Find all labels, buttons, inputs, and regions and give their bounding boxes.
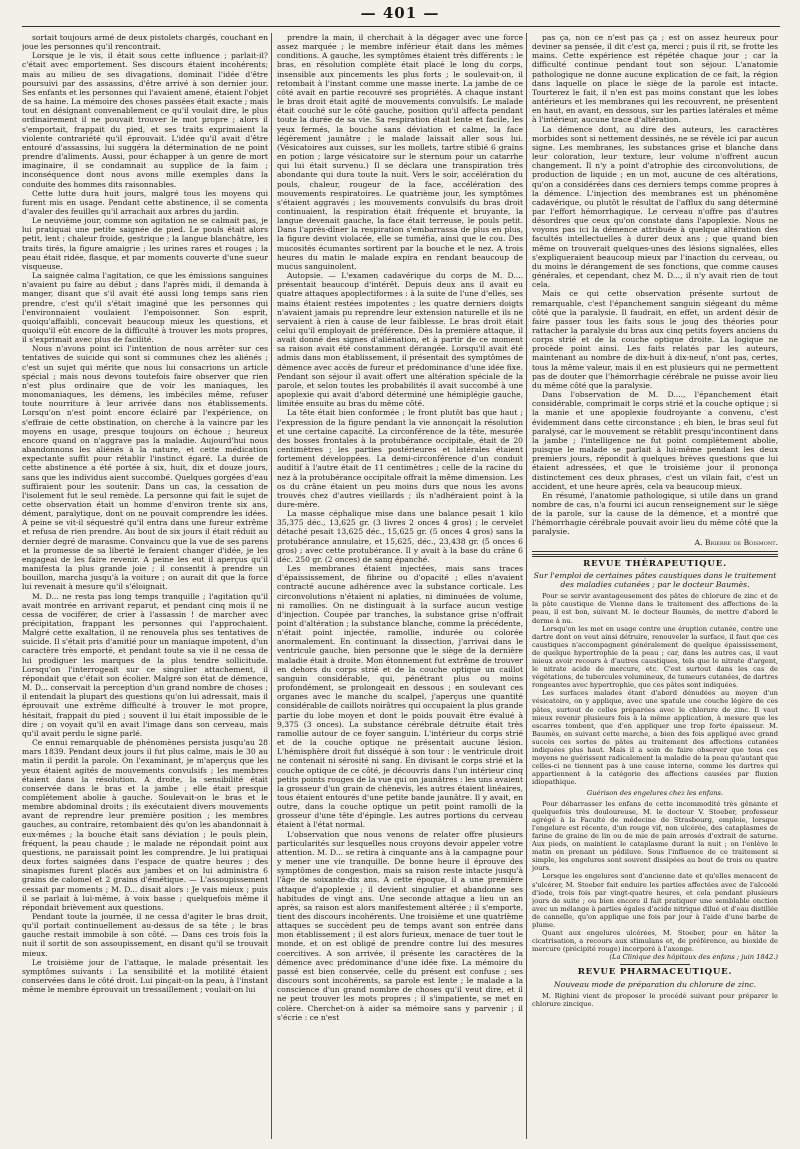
section-rule xyxy=(532,551,778,552)
paragraph: prendre la main, il cherchait à la dégager avec une force assez marquée ; le membre inférieur était dans les mêmes conditions. A gauche, les symptômes étaient très différents : le bras, en résolution complète était placé le long du corps, insensible aux pincements les plus forts ; le soulevait-on, il retombait à l'instant comme une masse inerte. La jambe de ce côté avait en partie recouvré ses propriétés. A chaque instant le bras droit était agité de mouvements convulsifs. Le malade était couché sur le côté gauche, position qu'il affecta pendant toute la durée de sa vie. Sa respiration était lente et facile, les yeux fermés, la bouche sans déviation et calme, la face légèrement jaunâtre ; le malade laissait aller sous lui. (Vésicatoires aux cuisses, sur les mollets, tartre stibié 6 grains en potion ; large vésicatoire sur le sternum pour un catarrhe qui lui était survenu.) Il se déclara une transpiration très abondante qui dura toute la nuit. Vers le soir, accélération du pouls, chaleur, rougeur de la face, accélération des mouvements respiratoires. Le quatrième jour, les symptômes s'étaient aggravés ; les mouvements convulsifs du bras droit continuaient, la respiration était fréquente et bruyante, la langue devenait gauche, la face était terreuse, le pouls petit. Dans l'après-dîner la respiration s'embarrassa de plus en plus, la figure devint violacée, elle se tuméfia, ainsi que le cou. Des mucosités écumantes sortirent par la bouche et le nez. A trois heures du matin le malade expira en rendant beaucoup de mucus sanguinolent. xyxy=(277,33,523,271)
paragraph: Le neuvième jour, comme son agitation ne se calmait pas, je lui pratiquai une petite saignée de pied. Le pouls était alors petit, lent ; chaleur froide, gestrique ; la langue blanchâtre, les traits tirés, la figure amaigrie ; les urines rares et rouges ; la peau était ridée, flasque, et par moments couverte d'une sueur visqueuse. xyxy=(22,216,268,271)
paragraph: La saignée calma l'agitation, ce que les émissions sanguines n'avaient pu faire au début ; dans l'après midi, il demanda à manger, disant que s'il avait été aussi long temps sans rien prendre, c'est qu'il s'était imaginé que les personnes qui l'environnaient voulaient l'empoisonner. Son esprit, quoiqu'affaibli, concevait beaucoup mieux les questions, et quoiqu'il eût encore de la difficulté à trouver les mots propres, il s'exprimait avec plus de facilité. xyxy=(22,271,268,345)
column-2 xyxy=(277,33,523,1139)
paragraph: Mais ce qui cette observation présente surtout de remarquable, c'est l'épanchement sanguin siégeant du même côté que la paralysie. Il faudrait, en effet, un ardent désir de faire passer tous les faits sous le joug des théories pour rattacher la paralysie du bras aux cinq petits foyers anciens du corps strié et de la couche optique droite. La logique ne procède point ainsi. Les faits relatés par les auteurs, maintenant au nombre de dix-huit à dix-neuf, n'ont pas, certes, tous la même valeur, mais il en est plusieurs qui ne permettent pas de douter que l'hémorrhagie cérébrale ne puisse avoir lieu du même côté que la paralysie. xyxy=(532,289,778,390)
paragraph: L'observation que nous venons de relater offre plusieurs particularités sur lesquelles nous croyons devoir appeler votre attention. M. D... se retira à cinquante ans à la campagne pour y mener une vie tranquille. De bonne heure il éprouve des symptômes de congestion, mais sa raison reste intacte jusqu'à l'âge de soixante-dix ans. A cette époque, il a une première attaque d'apoplexie ; il devient singulier et abandonne ses habitudes de vingt ans. Une seconde attaque a lieu un an après, sa raison est alors manifestement altérée ; il s'emporte, tient des discours incohérents. Une troisième et une quatrième attaques se succèdent peu de temps avant son entrée dans mon établissement ; il est alors furieux, menace de tuer tout le monde, et on est obligé de prendre contre lui des mesures coercitives. A son arrivée, il présente les caractères de la démence avec prédominance d'une idée fixe. La mémoire du passé est bien conservée, celle du présent est confuse ; ses discours sont incohérents, sa parole est lente ; le malade a la conscience d'un grand nombre de choses qu'il veut dire, et il ne peut trouver les mots propres ; il s'impatiente, se met en colère. Cherchet-on à aider sa mémoire sans y parvenir ; il s'écrie : ce n'est xyxy=(277,829,523,1022)
paragraph: La tête était bien conformée ; le front plutôt bas que haut ; l'expression de la figure pendant la vie annonçait la résolution et une certaine capacité. La circonférence de la tête, mesurée des bosses frontales à la protubérance occipitale, était de 20 centimètres ; les parties postérieures et latérales étaient fortement développées. La demi-circonférence d'un conduit auditif à l'autre était de 11 centimètres ; celle de la racine du nez à la protubérance occipitale offrait la même dimension. Les os du crâne étaient un peu moins durs que nous les avons trouvés chez d'autres vieillards ; ils n'adhéraient point à la dure-mère. xyxy=(277,408,523,509)
paragraph: pas ça, non ce n'est pas ça ; est on assez heureux pour deviner sa pensée, il dit c'est ça, merci ; puis il rit, se frotte les mains. Cette expérience est répétée chaque jour ; car la difficulté continue pendant tout son séjour. L'anatomie pathologique ne donne aucune explication de ce fait, la région dans laquelle on place le siège de la parole est intacte. Tourterez le fait, il n'en est pas moins constant que les lobes antérieurs et les membranes qui les recouvrent, ne présentent en haut, en avant, en dessous, sur les parties latérales et même à l'intérieur, aucune trace d'altération. xyxy=(532,33,778,125)
article-subtitle: Nouveau mode de préparation du chlorure de zinc. xyxy=(553,979,757,989)
column-divider xyxy=(271,33,272,1139)
paragraph: Le troisième jour de l'attaque, le malade présentait les symptômes suivants : La sensibilité et la motilité étaient conservées dans le côté droit. Lui pinçait-on la peau, à l'instant même le membre éprouvait un tressaillement ; voulait-on lui xyxy=(22,957,268,995)
paragraph: Pour débarrasser les enfans de cette incommodité très gênante et quelquefois très douloureuse, M. le docteur V. Stoeber, professeur agrégé à la Faculté de médecine de Strasbourg, emploie, lorsque l'engelure est récente, d'un rouge vif, non ulcérée, des cataplasmes de farine de graine de lin ou de mie de pain arrosés d'extrait de saturne. Aux pieds, on maintient le cataplasme durant la nuit ; on l'enlève le matin en prenant un pédiluve. Sous l'influence de ce traitement si simple, les engelures sont souvent dissipées au bout de trois ou quatre jours. xyxy=(532,799,778,873)
paragraph: En résumé, l'anatomie pathologique, si utile dans un grand nombre de cas, n'a fourni ici aucun renseignement sur le siège de la parole, sur la cause de la démence, et a montré que l'hémorrhagie cérébrale pouvait avoir lieu du même côté que la paralysie. xyxy=(532,490,778,537)
section-title-therapeutique: REVUE THÉRAPEUTIQUE. xyxy=(583,558,727,569)
paragraph: sortait toujours armé de deux pistolets chargés, couchant en joue les personnes qu'il rencontrait. xyxy=(22,33,268,52)
paragraph: Dans l'observation de M. D...., l'épanchement était considérable, comprimait le corps strié et la couche optique ; si la manie et une apoplexie foudroyante a convenu, c'est évidemment dans cette circonstance ; eh bien, le bras seul fut paralysé, car le mouvement se rétablit presqu'incontinent dans la jambe ; l'intelligence ne fut point complètement abolie, puisque le malade se parlait à lui-même pendant les deux premiers jours, répondit à quelques brèves questions que lui étaient adressées, et que le troisième jour il prononça distinctement ces deux phrases, c'est un vilain fait, c'est un accident, et une heure après, cela va beaucoup mieux. xyxy=(532,390,778,491)
column-1 xyxy=(22,33,268,1139)
section-rule xyxy=(620,964,690,965)
section-rule xyxy=(532,554,778,557)
paragraph: Quant aux engelures ulcérées, M. Stoeber, pour en hâter la cicatrisation, a recours aux stimulans et, de préférence, au bioxide de mercure (précipité rouge) incorporé à l'axonge. xyxy=(532,929,778,954)
paragraph: Les membranes étaient injectées, mais sans traces d'épaississement, de fibrine ou d'opacité ; elles n'avaient contracté aucune adhérence avec la substance corticale. Les circonvolutions n'étaient ni aplaties, ni diminuées de volume, ni ramollies. On ne distinguait à la surface aucun vestige d'injection. Coupée par tranches, la substance grise n'offrait point d'altération ; la substance blanche, comme la précédente, n'était point injectée, ramollie, indurée ou colorée anormalement. En continuant la dissection, j'arrivai dans le ventricule gauche, bien personne que le siège de la dernière maladie était à droite. Mon étonnement fut extrême de trouver en dehors du corps strié et de la couche optique un caillot sanguin considérable, qui, pénétrant plus ou moins profondément, se prolongeait en dessous ; en soulevant ces organes avec le manche du scalpel, j'aperçus une quantité considérable de caillots noirâtres qui occupaient la plus grande partie du lobe moyen et dont le poids pouvait être évalué à 9,375 (3 onces). La substance cérébrale détruite était très ramollie autour de ce foyer sanguin. L'intérieur du corps strié et de la couche optique ne présentait aucune lésion. L'hémisphère droit fut disséqué à son tour : le ventricule droit ne contenait ni sérosité ni sang. En divisant le corps strié et la couche optique de ce côté, je découvris dans l'un intérieur cinq petits points rouges de la vue qui on jaunâtres : les uns avaient la grosseur d'un grain de chènevis, les autres étaient linéaires, tous étaient entourés d'une petite bande jaunâtre. Il y avait, en outre, dans la couche optique un petit point ramolli de la grosseur d'une tête d'épingle. Les autres portions du cerveau étaient à l'état normal. xyxy=(277,564,523,830)
paragraph: M. Righini vient de proposer le procédé suivant pour préparer le chlorure zincique. xyxy=(532,991,778,1008)
header-rule xyxy=(22,26,780,27)
author-signature: A. Brierre de Boismont. xyxy=(694,537,778,547)
paragraph: Pendant toute la journée, il ne cessa d'agiter le bras droit, qu'il portait continuellement au-dessus de sa tête ; le bras gauche restait immobile à son côté. — Dans ces trois fois la nuit il sortit de son assoupissement, en disant qu'il se trouvait mieux. xyxy=(22,912,268,958)
paragraph: Lorsque les engelures sont d'ancienne date et qu'elles menacent de s'ulcérer, M. Stoeber fait enduire les parties affectées avec de l'alcoolé d'iode, trois fois par vingt-quatre heures, et cela pendant plusieurs jours de suite ; ou bien encore il fait pratiquer une semblable onction avec un mélange à parties égales d'acide nitrique dilué et d'eau distillée de cannelle, qu'on applique une fois par jour à l'aide d'une barbe de plume. xyxy=(532,872,778,929)
source-credit: (La Clinique des hôpitaux des enfans ; juin 1842.) xyxy=(609,953,778,962)
paragraph: Les surfaces malades étant d'abord dénudées au moyen d'un vésicatoire, on y applique, avec une spatule une couche légère de ces pâtes, surtout de celles préparées avec le chlorure de zinc. Il vaut mieux revenir plusieurs fois à la même application, à mesure que les escarres tombent, que d'en appliquer une trop forte épaisseur. M. Baumès, en suivant cette marche, a bien des fois appliqué avec grand succès ces sortes de pâtes au traitement des affections cutanées indiquées plus haut. Mais il a soin de faire observer que tous ces moyens ne guérissent radicalement la maladie de la peau qu'autant que celles-ci ne tiennent pas à une cause interne, comme les dartres qui appartiennent à la catégorie des affections causées par fluxion idiopathique. xyxy=(532,689,778,787)
paragraph: Nous n'avons point ici l'intention de nous arrêter sur ces tentatives de suicide qui sont si communes chez les aliénés ; c'est un sujet qui mérite que nous lui consacrions un article spécial ; mais nous devons toutefois faire observer que rien n'est plus ordinaire que de voir les maniaques, les monomaniaques, les démens, les imbéciles même, refuser toute nourriture à leur arrivée dans nos établissements. Lorsqu'on n'est point encore éclairé par l'expérience, on s'effraie de cette obstination, on cherche à la vaincre par les moyens en usage, presque toujours on échoue ; heureux encore quand on n'aggrave pas la maladie. Aujourd'hui nous abandonnons les aliénés à la nature, et cette médication expectante suffit pour rétablir l'instinct égaré. La durée de cette abstinence a été portée à six, huit, dix et douze jours, sans que les individus aient succombé. Quelques gorgées d'eau suffiraient pour les soutenir. Dans un cas, la cessation de l'isolement fut le seul remède. La personne qui fait le sujet de cette observation était un homme d'environ trente six ans, dément, paralytique, dont on ne pouvait comprendre les idées. A peine se vit-il séquestré qu'il entra dans une fureur extrême et refusa de rien prendre. Au bout de six jours il était réduit au dernier degré de marasme. Convaincu que la vue de ses parens et la promesse de sa liberté le feraient changer d'idée, je les engageai de les faire revenir. A peine les eut il aperçus qu'il manifesta la plus grande joie ; il consentit à prendre un bouillon, marcha jusqu'à la voiture ; on aurait dit que la force lui revenait à mesure qu'il s'éloignait. xyxy=(22,344,268,592)
page-number: — 401 — xyxy=(360,4,440,22)
paragraph: Pour se servir avantageusement des pâtes de chlorure de zinc et de la pâte caustique de Vienne dans le traitement des affections de la peau, il est bon, suivant M. le docteur Baumès, de mettre d'abord le derme à nu. xyxy=(532,592,778,625)
paragraph: Lorsque je le vis, il était sous cette influence ; parlait-il? c'était avec emportement. Ses discours étaient incohérents; mais au milieu de ses divagations, dominait l'idée d'être poursuivi par des assassins, d'être arrivé à son dernier jour. Ses enfants et les personnes qui l'avaient amené, étaient l'objet de sa haine. La mémoire des choses passées était exacte ; mais tout en désignant convenablement ce qu'il voulait dire, le plus ordinairement il ne pouvait trouver le mot propre ; alors il s'emportait, frappait du pied, et ses traits exprimaient la violente contrariété qu'il éprouvait. L'idée qu'il avait d'être entouré d'assassins, lui suggéra la détermination de ne point prendre d'aliments. Aussi, pour échapper à un genre de mort imaginaire, il se condamnait au supplice de la faim ; inconséquence dont nous avons mille exemples dans la conduite des hommes dits raisonnables. xyxy=(22,51,268,189)
paragraph: Lorsqu'on les met en usage contre une éruption cutanée, contre une dartre dont on veut ainsi détruire, renouveler la surface, il faut que ces caustiques n'accompagnent généralement de quelque épaississement, de quelque hypertrophie de la peau ; car, dans les autres cas, il vaut mieux avoir recours à d'autres caustiques, tels que le nitrate d'argent, le nitrate acide de mercure, etc. C'est surtout dans les cas de végétations, de tubercules volumineux, de tumeurs cutanées, de dartres rongeantes avec hypertrophie, que ces pâtes sont indiquées. xyxy=(532,624,778,690)
article-subtitle: Guérison des engelures chez les enfans. xyxy=(586,789,724,798)
paragraph: Autopsie. — L'examen cadavérique du corps de M. D.... présentait beaucoup d'intérêt. Depuis deux ans il avait eu quatre attaques apoplectiformes : à la suite de l'une d'elles, ses mains étaient restées impotentes ; les quatre derniers doigts n'avaient jamais pu reprendre leur extension naturelle et ils ne servaient à rien à cause de leur faiblesse. Le bras droit était celui qu'il employait de préférence. Dès la première attaque, il avait donné des signes d'aliénation, et à partir de ce moment sa raison avait été constamment dérangée. Lorsqu'il avait été admis dans mon établissement, il présentait des symptômes de démence avec accès de fureur et prédominance d'une idée fixe. Pendant son séjour il avait offert une altération spéciale de la parole, et selon toutes les probabilités il avait succombé à une apoplexie qui avait d'abord déterminé une hémiplégie gauche, limitée ensuite au bras du même côté. xyxy=(277,271,523,409)
column-divider xyxy=(526,33,527,1139)
paragraph: La masse céphalique mise dans une balance pesait 1 kilo 35,375 déc., 13,625 gr. (3 livres 2 onces 4 gros) ; le cervelet détaché pesait 13,625 déc., 15,625 gr. (5 onces 4 gros) sans la protubérance annulaire, et 15,625, déc., 23,438 gr. (5 onces 6 gros) ; avec cette protubérance. Il y avait à la base du crâne 6 déc. 250 gr. (2 onces) de sang épanché. xyxy=(277,509,523,564)
paragraph: Cette lutte dura huit jours, malgré tous les moyens qui furent mis en usage. Pendant cette abstinence, il se comenta d'avaler des feuilles qu'il arrachait aux arbres du jardin. xyxy=(22,188,268,216)
section-title-pharmaceutique: REVUE PHARMACEUTIQUE. xyxy=(577,967,733,978)
paragraph: Ce ennui remarquable de phénomènes persista jusqu'au 28 mars 1839. Pendant deux jours il fut plus calme, mais le 30 au matin il perdit la parole. On l'examinant, je m'aperçus que les yeux étaient agités de mouvements convulsifs ; les membres étaient dans la résolution. A droite, la sensibilité était conservée dans le bras et la jambe ; elle était presque complètement abolie à gauche. Soulevait-on le bras et le membre abdominal droits ; ils exécutaient divers mouvements avant de reprendre leur première position ; les membres gauches, au contraire, retombaient dès qu'on les abandonnait à eux-mêmes ; la bouche était sans déviation ; le pouls plein, fréquent, la peau chaude ; le malade ne répondait point aux questions, ne paraissait point les comprendre. Je lui pratiquai deux fortes saignées dans l'espace de quatre heures ; des sinapismes furent placés aux jambes et on lui administra 6 grains de calomel et 2 grains d'émétique. — L'assoupissement cessait par moments ; M. D... disait alors : Je vais mieux ; puis il se parlait à lui-même, à voix basse ; quelquefois même il répondait brièvement aux questions. xyxy=(22,738,268,912)
column-3 xyxy=(532,33,778,1139)
paragraph: La démence dont, au dire des auteurs, les caractères morbides sont si nettement dessinés, ne se révèle ici par aucun signe. Les membranes, les substances grise et blanche dans leur coloration, leur texture, leur volume n'offrent aucun changement. Il n'y a point d'atrophie des circonvolutions, de production de liquide ; en un mot, aucune de ces altérations, qu'on a considérées dans ces derniers temps comme propres à la démence. L'injection des membranes est un phénomène cadavérique, ou plutôt le résultat de l'afflux du sang déterminé par l'effort hémorrhagique. Le cerveau n'offre pas d'autres désordres que ceux qu'on constate dans l'apoplexie. Nous ne voyons pas ici la démence attribuée à quelque altération des facultés intellectuelles à durer deux ans ; que quand bien même on trouverait quelques-unes des lésions signalées, elles s'expliqueraient beaucoup mieux par l'inaction du cerveau, ou du moins le dérangement de ses fonctions, que comme causes générales, et cependant, chez M. D..., il n'y avait rien de tout cela. xyxy=(532,124,778,290)
paragraph: M. D... ne resta pas long temps tranquille ; l'agitation qu'il avait montrée en arrivant reparut, et pendant cinq mois il ne cessa de vociférer, de crier à l'assassin ! de marcher avec précipitation, frappant les personnes qui l'approchaient. Malgré cette exaltation, il ne renouvela plus ses tentatives de suicide. Il s'était pris d'amitié pour un maniaque impotent, d'un caractère très emporté, et pendant toute sa vie il ne cessa de lui prodiguer les marques de la plus tendre sollicitude. Lorsqu'on l'interrogeait sur ce singulier attachement, il répondait que c'était son écolier. Malgré son état de démence, M. D... conservait la perception d'un grand nombre de choses ; il entendait la plupart des questions qu'on lui adressait, mais il éprouvait une extrême difficulté à trouver le mot propre, hésitait, frappait du pied ; souvent il lui était impossible de le dire ; on voyait qu'il en avait l'image dans son cerveau, mais qu'il avait perdu le signe parlé. xyxy=(22,591,268,738)
article-subtitle: Sur l'emploi de certaines pâtes caustiques dans le traitement des maladies cutanées ; par le docteur Baumès. xyxy=(533,570,777,590)
